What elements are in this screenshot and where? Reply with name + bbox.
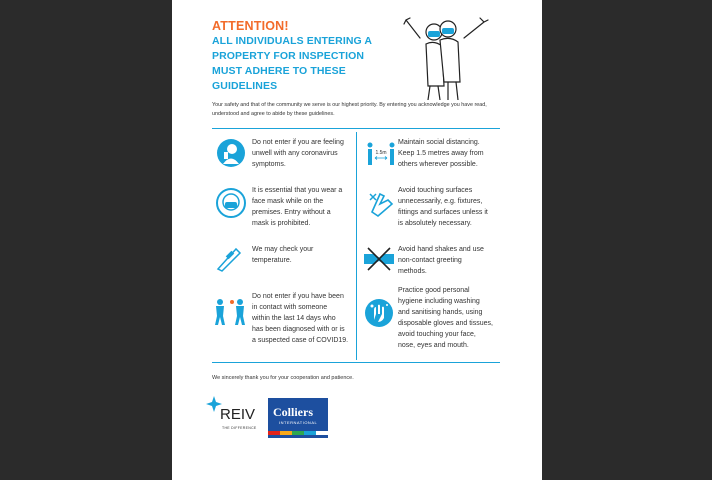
thermometer-icon [214, 243, 244, 273]
distance-label: 1.5m [375, 150, 387, 156]
reiv-tagline: THE DIFFERENCE [222, 426, 257, 430]
title-line: PROPERTY FOR INSPECTION [212, 50, 365, 62]
list-item: Do not enter if you have been in contact with someone within the last 14 days who has been diagnosed with or is a suspected case of COVID19. [252, 293, 349, 344]
no-handshake-icon [362, 244, 396, 274]
column-divider [356, 132, 357, 360]
flyer-page [172, 0, 542, 480]
hand-wash-icon [364, 298, 394, 328]
bottom-divider [212, 362, 500, 363]
top-divider [212, 128, 500, 129]
reiv-logo [206, 396, 266, 436]
title-line: GUIDELINES [212, 80, 278, 92]
list-item: Avoid touching surfaces unnecessarily, e.g. fixtures, fittings and surfaces unless it is absolutely necessary. [398, 187, 488, 227]
title-line: ALL INDIVIDUALS ENTERING A [212, 35, 373, 47]
contact-people-icon [212, 296, 248, 326]
masked-couple-illustration [398, 16, 490, 100]
list-item: Maintain social distancing. Keep 1.5 metres away from others wherever possible. [398, 139, 484, 168]
list-item: It is essential that you wear a face mask while on the premises. Entry without a mask is prohibited. [252, 187, 343, 227]
intro-text: Your safety and that of the community we serve is our highest priority. By entering you acknowledge you have read, understood and agree to abide by these guidelines. [212, 102, 487, 117]
list-item: Do not enter if you are feeling unwell with any coronavirus symptoms. [252, 139, 344, 168]
reiv-wordmark: REIV [220, 406, 256, 423]
colliers-subtitle: INTERNATIONAL [279, 420, 318, 425]
title-line: MUST ADHERE TO THESE [212, 65, 346, 77]
sick-person-icon [216, 138, 246, 168]
colliers-logo [268, 398, 328, 438]
attention-heading: ATTENTION! [212, 19, 289, 33]
list-item: Practice good personal hygiene including washing and sanitising hands, using disposable gloves and tissues, avoid touching your face, nose, eyes and mouth. [398, 287, 493, 349]
list-item: Avoid hand shakes and use non-contact greeting methods. [398, 246, 484, 275]
thanks-text: We sincerely thank you for your cooperation and patience. [212, 375, 354, 381]
list-item: We may check your temperature. [252, 246, 314, 264]
header [212, 18, 402, 94]
no-touch-icon [366, 188, 396, 218]
colliers-wordmark: Colliers [273, 405, 313, 419]
face-mask-icon [216, 188, 246, 218]
colliers-stripe [268, 431, 328, 435]
social-distance-icon [366, 140, 396, 170]
